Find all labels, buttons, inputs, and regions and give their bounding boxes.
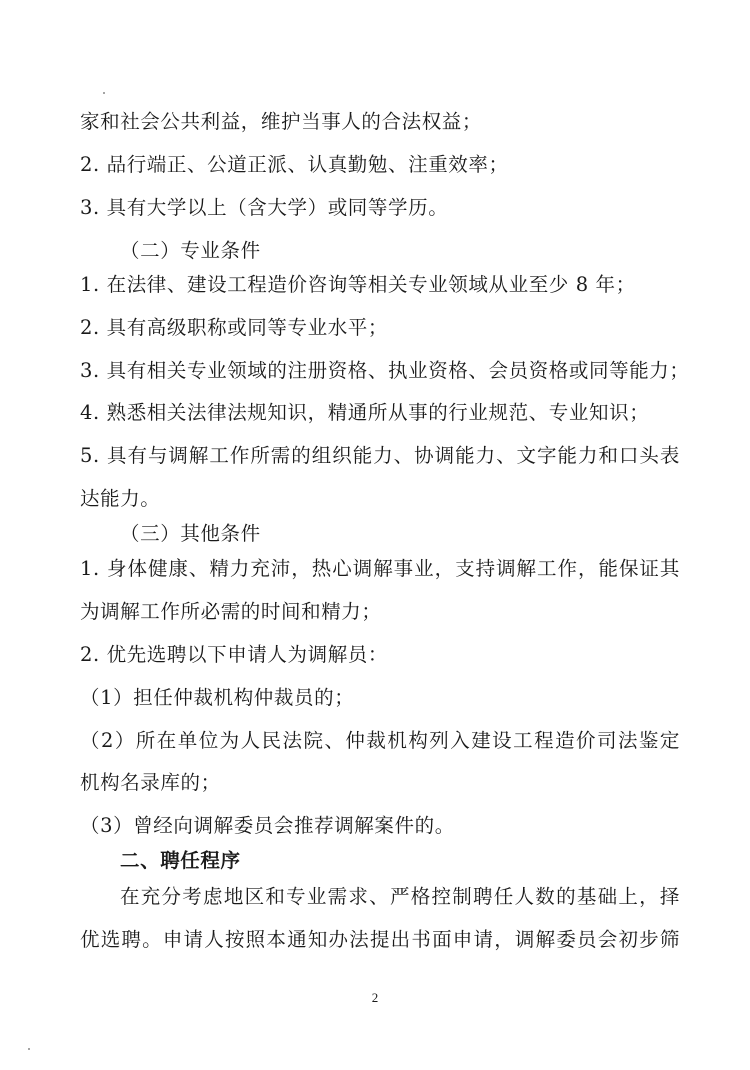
text-line: （3）曾经向调解委员会推荐调解案件的。: [80, 814, 455, 837]
text-line: 优选聘。申请人按照本通知办法提出书面申请，调解委员会初步筛: [80, 928, 680, 951]
text-line: 2. 优先选聘以下申请人为调解员：: [80, 643, 389, 666]
section-heading: （二）专业条件: [120, 239, 261, 262]
text-line: （1）担任仲裁机构仲裁员的；: [80, 686, 355, 709]
section-heading: （三）其他条件: [120, 522, 261, 545]
text-line: 5. 具有与调解工作所需的组织能力、协调能力、文字能力和口头表: [80, 444, 680, 467]
scan-speck: [28, 1048, 30, 1050]
chapter-heading: 二、聘任程序: [120, 849, 241, 872]
text-line: 1. 在法律、建设工程造价咨询等相关专业领域从业至少 8 年；: [80, 273, 636, 296]
text-line: 2. 品行端正、公道正派、认真勤勉、注重效率；: [80, 153, 509, 176]
text-line: （2）所在单位为人民法院、仲裁机构列入建设工程造价司法鉴定: [80, 729, 680, 752]
text-line: 4. 熟悉相关法律法规知识，精通所从事的行业规范、专业知识；: [80, 401, 650, 424]
text-line: 2. 具有高级职称或同等专业水平；: [80, 316, 389, 339]
text-line: 3. 具有大学以上（含大学）或同等学历。: [80, 196, 449, 219]
text-line: 在充分考虑地区和专业需求、严格控制聘任人数的基础上，择: [120, 885, 680, 908]
page-number: 2: [371, 990, 379, 1005]
text-line: 家和社会公共利益，维护当事人的合法权益；: [80, 110, 483, 133]
text-line: 3. 具有相关专业领域的注册资格、执业资格、会员资格或同等能力；: [80, 359, 690, 382]
text-line: 机构名录库的；: [80, 771, 221, 794]
text-line: 1. 身体健康、精力充沛，热心调解事业，支持调解工作，能保证其: [80, 557, 680, 580]
text-line: 为调解工作所必需的时间和精力；: [80, 600, 382, 623]
scan-speck: [103, 92, 105, 94]
text-line: 达能力。: [80, 487, 161, 510]
